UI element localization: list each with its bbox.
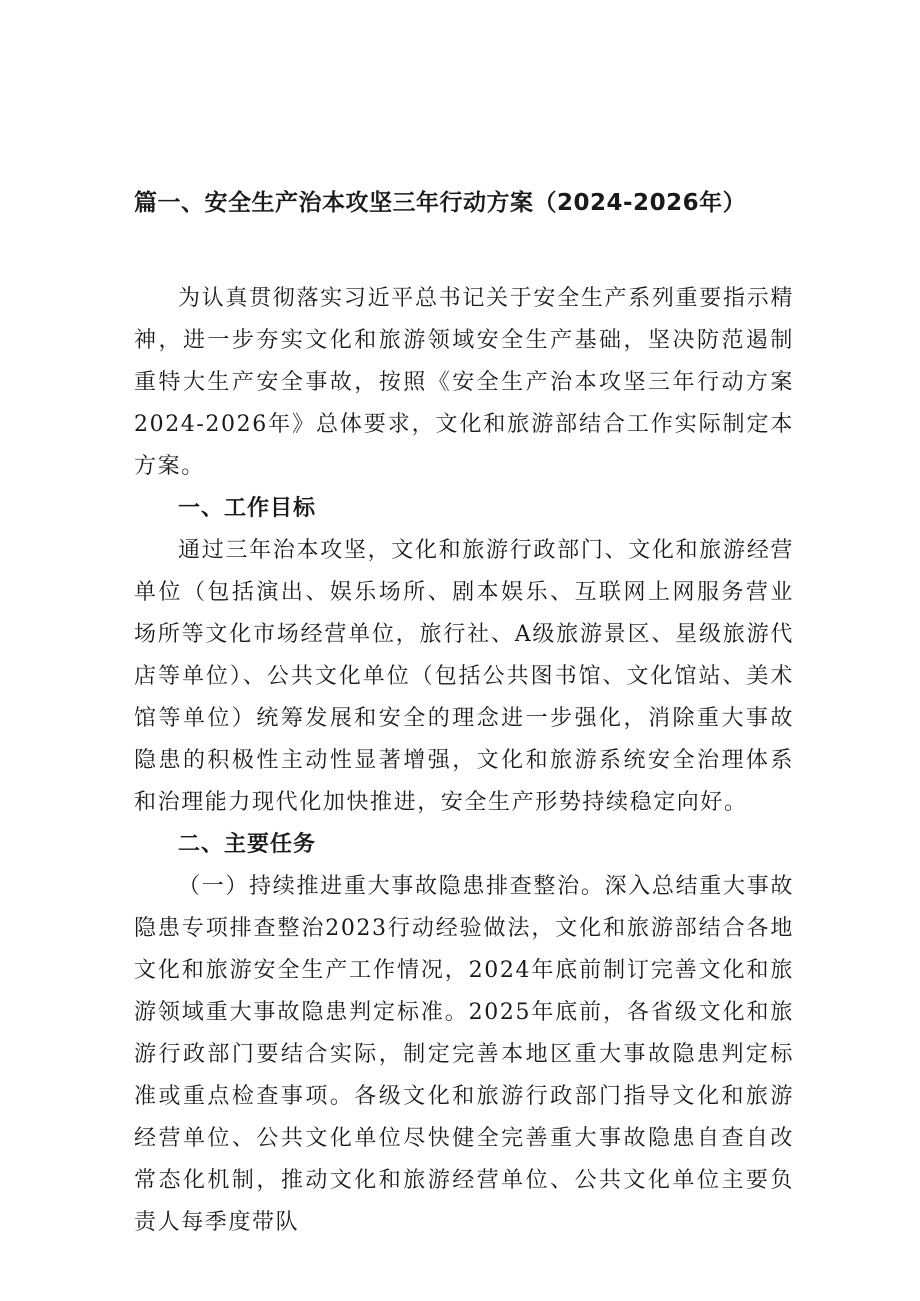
- document-body: [134, 278, 794, 1244]
- section-heading-tasks: 二、主要任务: [178, 832, 317, 857]
- section-heading-goals: 一、工作目标: [178, 496, 317, 521]
- intro-paragraph: 为认真贯彻落实习近平总书记关于安全生产系列重要指示精神，进一步夯实文化和旅游领域安全生产基础，坚决防范遏制重特大生产安全事故，按照《安全生产治本攻坚三年行动方案2024-2026年》总体要求，文化和旅游部结合工作实际制定本方案。: [134, 286, 794, 479]
- section-paragraph-tasks: （一）持续推进重大事故隐患排查整治。深入总结重大事故隐患专项排查整治2023行动经验做法，文化和旅游部结合各地文化和旅游安全生产工作情况，2024年底前制订完善文化和旅游领域重大事故隐患判定标准。2025年底前，各省级文化和旅游行政部门要结合实际，制定完善本地区重大事故隐患判定标准或重点检查事项。各级文化和旅游行政部门指导文化和旅游经营单位、公共文化单位尽快健全完善重大事故隐患自查自改常态化机制，推动文化和旅游经营单位、公共文化单位主要负责人每季度带队: [134, 874, 794, 1235]
- section-paragraph-goals: 通过三年治本攻坚，文化和旅游行政部门、文化和旅游经营单位（包括演出、娱乐场所、剧本娱乐、互联网上网服务营业场所等文化市场经营单位，旅行社、A级旅游景区、星级旅游代店等单位）、公共文化单位（包括公共图书馆、文化馆站、美术馆等单位）统筹发展和安全的理念进一步强化，消除重大事故隐患的积极性主动性显著增强，文化和旅游系统安全治理体系和治理能力现代化加快推进，安全生产形势持续稳定向好。: [134, 538, 794, 815]
- document-title: 篇一、安全生产治本攻坚三年行动方案（2024-2026年）: [134, 190, 747, 216]
